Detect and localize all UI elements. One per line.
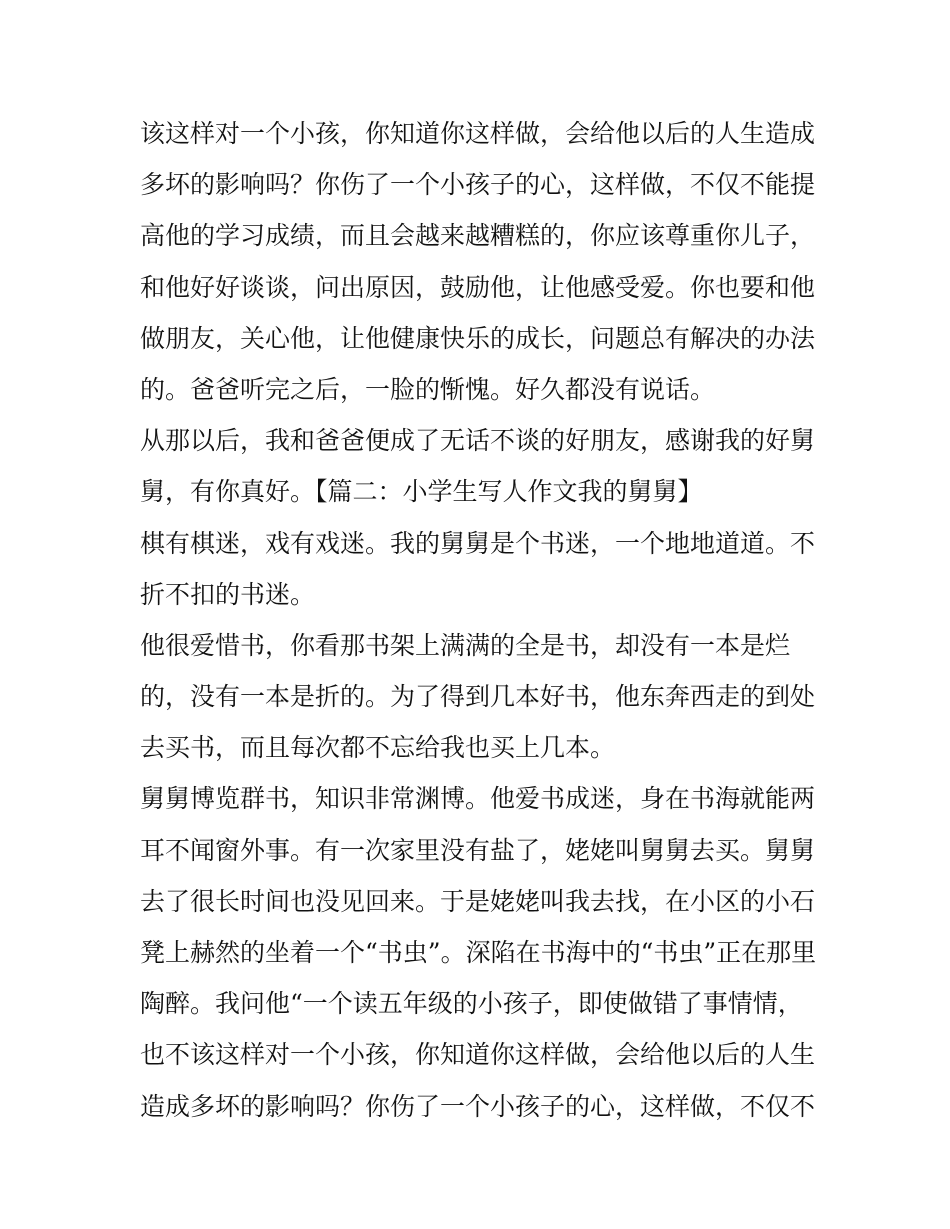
text-line: 舅舅博览群书，知识非常渊博。他爱书成迷，身在书海就能两 [140,784,816,814]
text-line: 从那以后，我和爸爸便成了无话不谈的好朋友，感谢我的好舅 [140,426,816,456]
text-line: 的，没有一本是折的。为了得到几本好书，他东奔西走的到处 [140,682,816,712]
text-line: 他很爱惜书，你看那书架上满满的全是书，却没有一本是烂 [140,630,791,660]
text-line: 做朋友，关心他，让他健康快乐的成长，问题总有解决的办法 [140,323,816,353]
text-line: 该这样对一个小孩，你知道你这样做，会给他以后的人生造成 [140,119,816,148]
text-line: 陶醉。我问他“一个读五年级的小孩子，即使做错了事情情， [140,989,803,1019]
text-line: 高他的学习成绩，而且会越来越糟糕的，你应该尊重你儿子， [140,221,816,251]
text-line: 和他好好谈谈，问出原因，鼓励他，让他感受爱。你也要和他 [140,272,816,302]
text-line: 去了很长时间也没见回来。于是姥姥叫我去找，在小区的小石 [140,886,816,916]
text-line: 造成多坏的影响吗？你伤了一个小孩子的心，这样做，不仅不 [140,1091,816,1121]
text-line: 也不该这样对一个小孩，你知道你这样做，会给他以后的人生 [140,1040,816,1070]
text-line: 多坏的影响吗？你伤了一个小孩子的心，这样做，不仅不能提 [140,170,816,200]
section-heading-line: 舅，有你真好。【篇二：小学生写人作文我的舅舅】 [140,477,703,507]
text-line: 凳上赫然的坐着一个“书虫”。深陷在书海中的“书虫”正在那里 [140,938,817,967]
text-line: 棋有棋迷，戏有戏迷。我的舅舅是个书迷，一个地地道道。不 [140,528,816,558]
document-body [140,108,820,1132]
text-line: 折不扣的书迷。 [140,579,316,609]
text-line: 耳不闻窗外事。有一次家里没有盐了，姥姥叫舅舅去买。舅舅 [140,835,816,865]
text-line: 去买书，而且每次都不忘给我也买上几本。 [140,733,616,763]
text-line: 的。爸爸听完之后，一脸的惭愧。好久都没有说话。 [140,374,716,404]
